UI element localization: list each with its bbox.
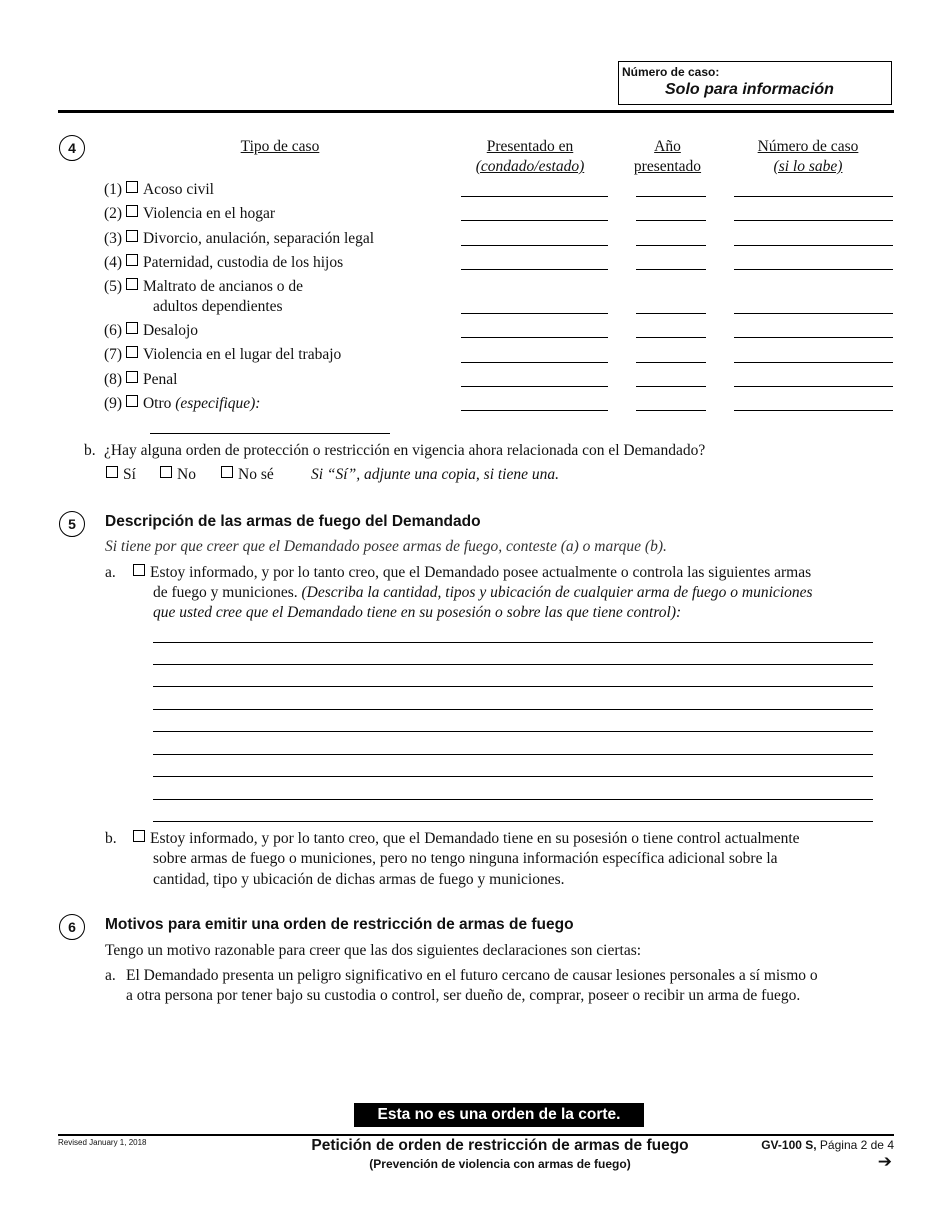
case-type-row	[104, 321, 198, 341]
row-number: (8)	[104, 371, 123, 388]
case-type-row	[104, 277, 303, 297]
row-number: (5)	[104, 278, 123, 295]
checkbox[interactable]	[126, 322, 138, 334]
year-line[interactable]	[636, 269, 706, 270]
filed-in-line[interactable]	[461, 410, 608, 411]
item-5-subtitle: Si tiene por que creer que el Demandado posee armas de fuego, conteste (a) o marque (b).	[105, 538, 667, 555]
col-header-filed-in-line2: (condado/estado)	[475, 158, 585, 175]
year-line[interactable]	[636, 410, 706, 411]
item-4b-option-no	[160, 465, 196, 485]
year-line[interactable]	[636, 386, 706, 387]
case-number-line[interactable]	[734, 362, 893, 363]
filed-in-line[interactable]	[461, 245, 608, 246]
footer-rule	[58, 1134, 894, 1136]
item-6a-line2: a otra persona por tener bajo su custodia o control, ser dueño de, comprar, poseer o recibir un arma de fuego.	[126, 987, 801, 1004]
col-header-year-line2: presentado	[633, 158, 702, 175]
description-line[interactable]	[153, 642, 873, 643]
row-label: Otro	[142, 395, 176, 412]
col-header-year	[620, 137, 715, 177]
case-number-line[interactable]	[734, 313, 893, 314]
col-header-type: Tipo de caso	[240, 138, 320, 155]
case-number-line[interactable]	[734, 410, 893, 411]
year-line[interactable]	[636, 245, 706, 246]
filed-in-line[interactable]	[461, 337, 608, 338]
checkbox-no[interactable]	[160, 466, 172, 478]
form-subtitle: (Prevención de violencia con armas de fuego)	[369, 1157, 631, 1171]
item-5b-line2: sobre armas de fuego o municiones, pero no tengo ninguna información específica adicional sobre la	[153, 850, 778, 867]
case-number-line[interactable]	[734, 245, 893, 246]
form-id-page	[761, 1138, 894, 1152]
case-type-row	[104, 253, 343, 273]
filed-in-line[interactable]	[461, 362, 608, 363]
case-type-row	[104, 229, 374, 249]
item-5a-italic: (Describa la cantidad, tipos y ubicación de cualquier arma de fuego o municiones	[301, 584, 813, 601]
case-type-row	[104, 180, 214, 200]
filed-in-line[interactable]	[461, 313, 608, 314]
row-number: (1)	[104, 181, 123, 198]
item-4-number: 4	[59, 135, 85, 161]
row-number: (4)	[104, 254, 123, 271]
case-number-line[interactable]	[734, 269, 893, 270]
case-type-row	[104, 394, 260, 414]
form-id: GV-100 S,	[761, 1138, 817, 1152]
year-line[interactable]	[636, 220, 706, 221]
item-5a-line3: que usted cree que el Demandado tiene en su posesión o sobre las que tiene control):	[153, 604, 682, 621]
row-label-continued: adultos dependientes	[153, 298, 283, 315]
item-6-intro: Tengo un motivo razonable para creer que las dos siguientes declaraciones son ciertas:	[105, 942, 642, 959]
col-header-case-no-line1: Número de caso	[757, 138, 859, 155]
checkbox-5a[interactable]	[133, 564, 145, 576]
filed-in-line[interactable]	[461, 269, 608, 270]
case-type-row	[104, 370, 177, 390]
item-5a-line1: Estoy informado, y por lo tanto creo, que el Demandado posee actualmente o controla las siguientes armas	[150, 564, 812, 581]
checkbox[interactable]	[126, 205, 138, 217]
description-line[interactable]	[153, 731, 873, 732]
checkbox[interactable]	[126, 278, 138, 290]
item-4b-option-unknown	[221, 465, 274, 485]
item-5b-text	[133, 829, 800, 849]
case-number-line[interactable]	[734, 386, 893, 387]
item-4b-question: ¿Hay alguna orden de protección o restricción en vigencia ahora relacionada con el Demandado?	[104, 442, 706, 459]
row-label: Violencia en el lugar del trabajo	[142, 346, 342, 363]
description-line[interactable]	[153, 776, 873, 777]
item-6-number: 6	[59, 914, 85, 940]
col-header-filed-in-line1: Presentado en	[486, 138, 574, 155]
year-line[interactable]	[636, 313, 706, 314]
filed-in-line[interactable]	[461, 386, 608, 387]
item-6-title: Motivos para emitir una orden de restricción de armas de fuego	[105, 916, 574, 933]
case-number-value[interactable]: Solo para información	[665, 81, 834, 98]
case-number-line[interactable]	[734, 337, 893, 338]
not-a-court-order-notice: Esta no es una orden de la corte.	[354, 1103, 644, 1127]
row-label: Paternidad, custodia de los hijos	[142, 254, 344, 271]
item-5b-letter: b.	[105, 830, 117, 847]
item-4b-note: Si “Sí”, adjunte una copia, si tiene una.	[311, 466, 559, 483]
filed-in-line[interactable]	[461, 220, 608, 221]
description-line[interactable]	[153, 709, 873, 710]
description-line[interactable]	[153, 821, 873, 822]
col-header-case-no	[733, 137, 883, 177]
row-label: Desalojo	[142, 322, 199, 339]
checkbox[interactable]	[126, 395, 138, 407]
next-page-arrow-icon[interactable]: ➔	[877, 1152, 892, 1171]
row-number: (3)	[104, 230, 123, 247]
row-label: Violencia en el hogar	[142, 205, 276, 222]
case-type-row	[104, 345, 341, 365]
row-label: Acoso civil	[142, 181, 214, 198]
case-number-line[interactable]	[734, 196, 893, 197]
year-line[interactable]	[636, 362, 706, 363]
item-6a-line1: El Demandado presenta un peligro significativo en el futuro cercano de causar lesiones personales a sí mismo o	[126, 967, 818, 984]
item-5-title: Descripción de las armas de fuego del Demandado	[105, 513, 481, 530]
col-header-year-line1: Año	[654, 138, 681, 155]
form-title: Petición de orden de restricción de armas de fuego	[311, 1137, 689, 1154]
item-5-number: 5	[59, 511, 85, 537]
checkbox[interactable]	[126, 371, 138, 383]
case-number-box	[618, 61, 892, 105]
checkbox[interactable]	[126, 346, 138, 358]
col-header-filed-in	[445, 137, 615, 177]
item-5a-line2	[153, 583, 813, 603]
col-header-case-no-line2: (si lo sabe)	[773, 158, 843, 175]
other-specify-line[interactable]	[150, 433, 390, 434]
item-5a-letter: a.	[105, 564, 116, 581]
header-rule	[58, 110, 894, 113]
checkbox-yes[interactable]	[106, 466, 118, 478]
checkbox[interactable]	[126, 230, 138, 242]
item-5a-line2-text: de fuego y municiones.	[153, 584, 302, 601]
row-label: Divorcio, anulación, separación legal	[142, 230, 375, 247]
row-label: Maltrato de ancianos o de	[142, 278, 304, 295]
item-6a-letter: a.	[105, 967, 116, 984]
description-line[interactable]	[153, 754, 873, 755]
item-4b-option-yes	[106, 465, 136, 485]
checkbox-unknown[interactable]	[221, 466, 233, 478]
case-number-line[interactable]	[734, 220, 893, 221]
revised-date: Revised January 1, 2018	[58, 1138, 147, 1147]
year-line[interactable]	[636, 196, 706, 197]
row-number: (9)	[104, 395, 123, 412]
checkbox-5b[interactable]	[133, 830, 145, 842]
description-line[interactable]	[153, 686, 873, 687]
checkbox[interactable]	[126, 181, 138, 193]
item-4b-letter: b.	[84, 442, 96, 459]
description-line[interactable]	[153, 664, 873, 665]
row-label: Penal	[142, 371, 178, 388]
description-line[interactable]	[153, 799, 873, 800]
option-label: No sé	[238, 466, 274, 483]
row-number: (2)	[104, 205, 123, 222]
filed-in-line[interactable]	[461, 196, 608, 197]
row-number: (7)	[104, 346, 123, 363]
row-number: (6)	[104, 322, 123, 339]
checkbox[interactable]	[126, 254, 138, 266]
item-5a-text	[133, 563, 811, 583]
year-line[interactable]	[636, 337, 706, 338]
row-label-italic: (especifique):	[175, 395, 261, 412]
option-label: No	[177, 466, 196, 483]
item-5b-line1: Estoy informado, y por lo tanto creo, que el Demandado tiene en su posesión o tiene control actualmente	[150, 830, 800, 847]
case-number-label: Número de caso:	[622, 65, 720, 79]
case-type-row	[104, 204, 275, 224]
option-label: Sí	[123, 466, 136, 483]
item-5b-line3: cantidad, tipo y ubicación de dichas armas de fuego y municiones.	[153, 871, 565, 888]
page-number: Página 2 de 4	[816, 1138, 894, 1152]
